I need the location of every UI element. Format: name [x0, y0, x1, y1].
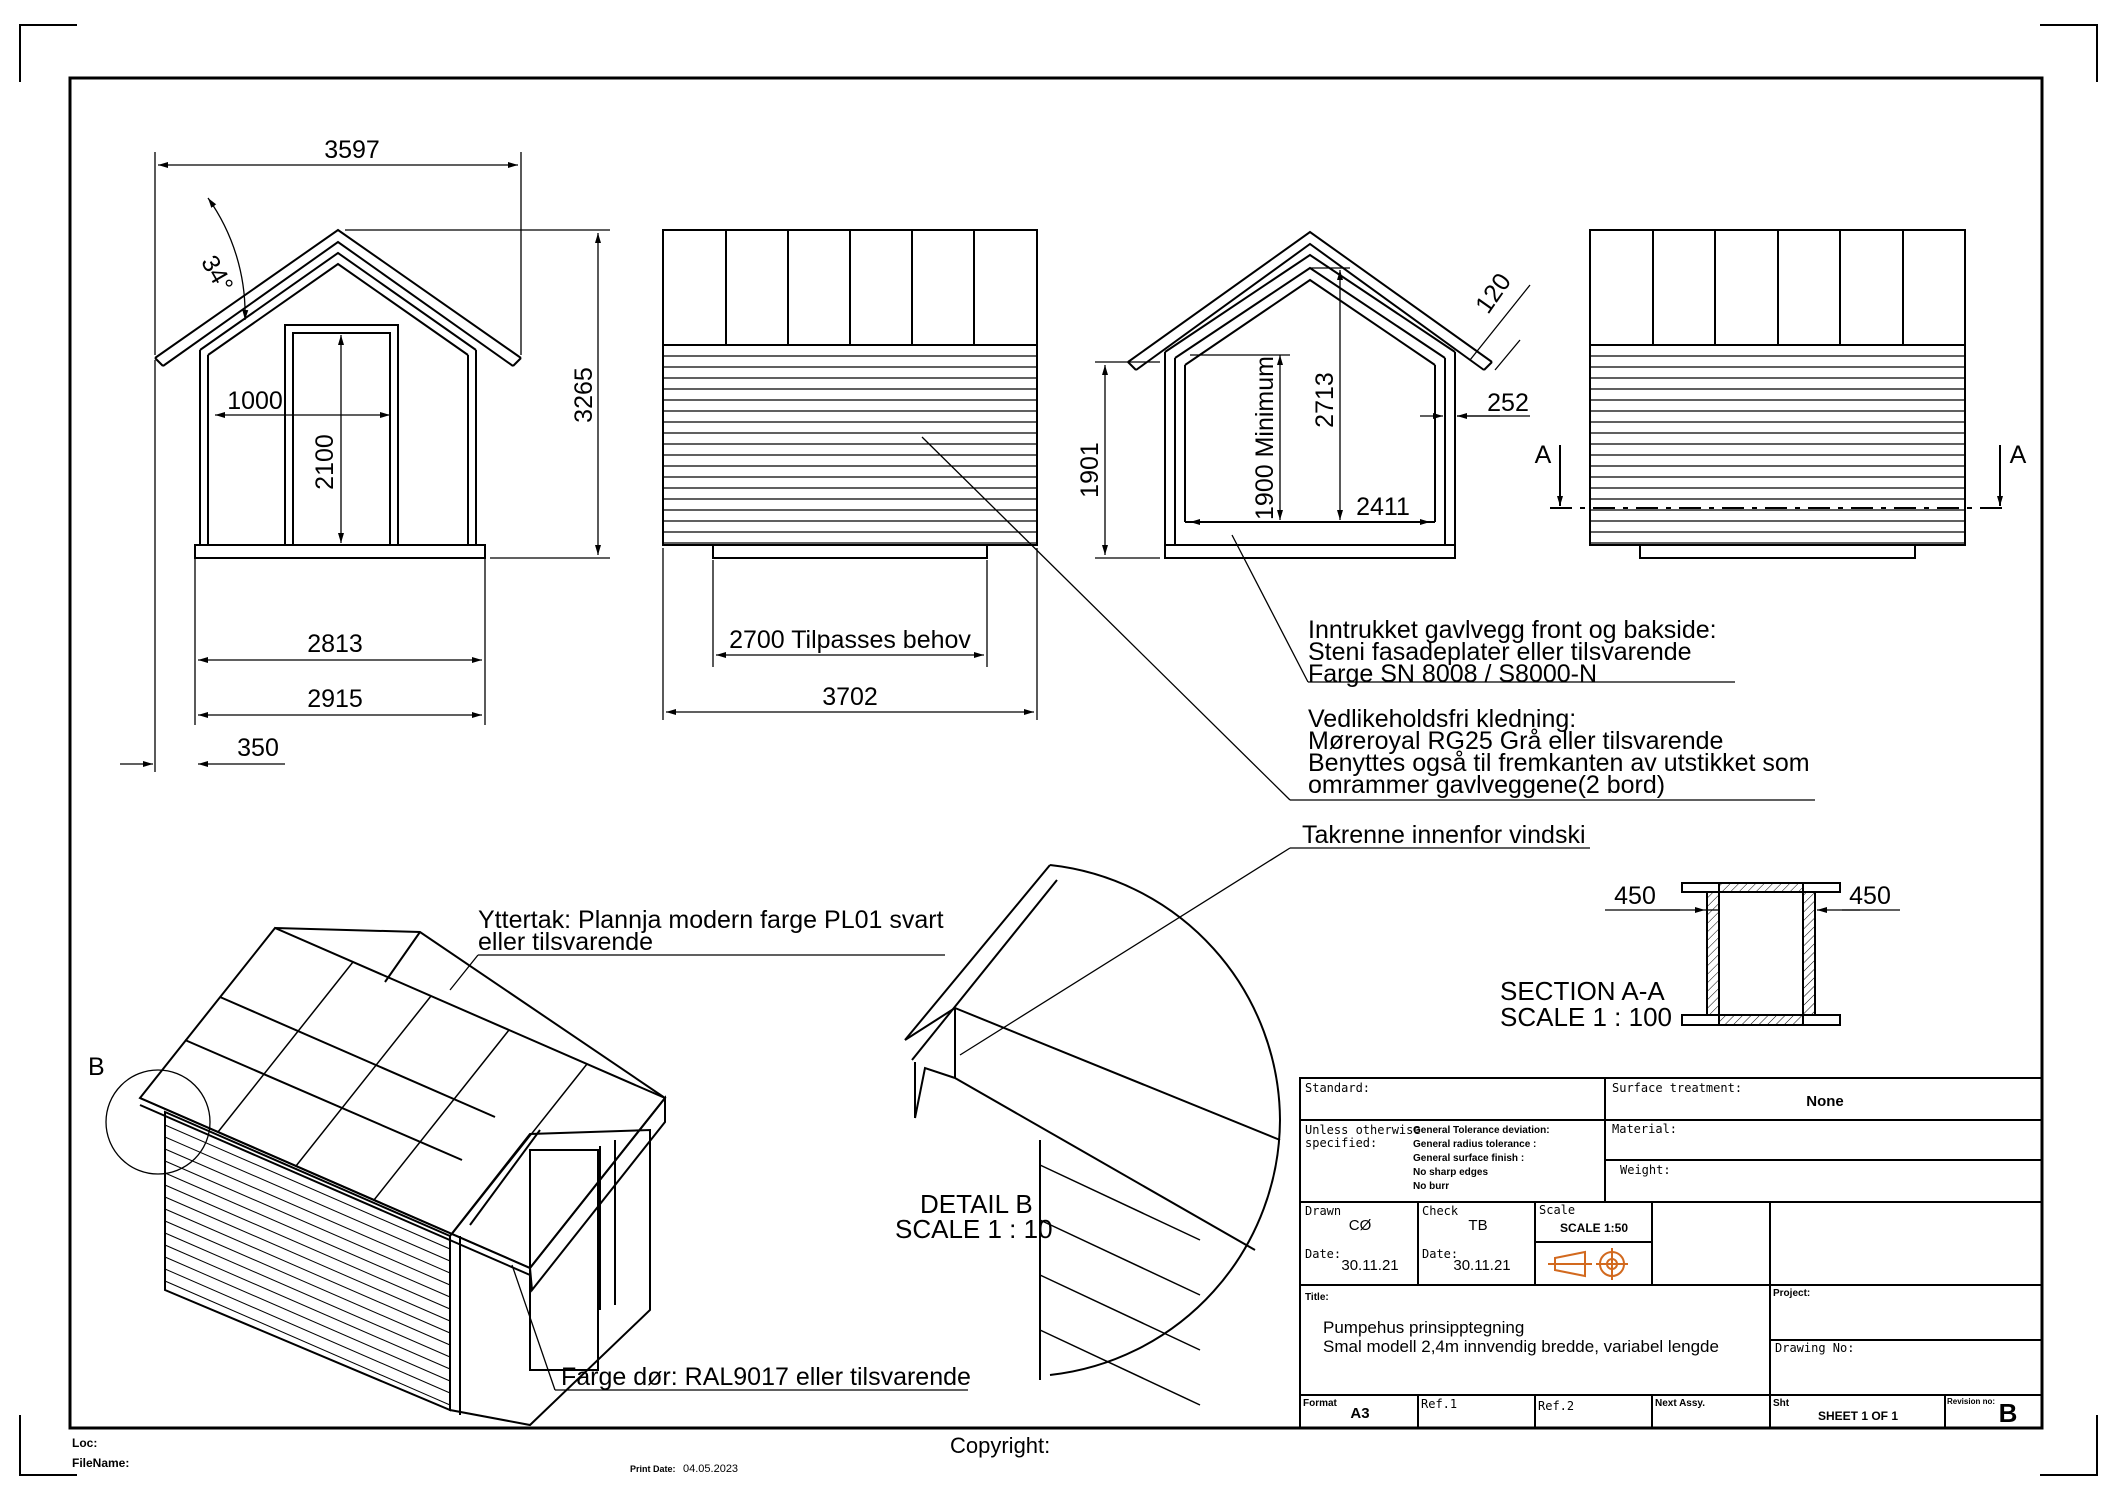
cut-label-right: A [2009, 441, 2027, 469]
dim-3265: 3265 [570, 367, 598, 423]
side-siding [663, 356, 1037, 543]
siding-board-line [165, 1221, 450, 1345]
tb-surface-label: Surface treatment: [1612, 1081, 1743, 1095]
siding-board-line [165, 1137, 450, 1261]
detail-b-marker: B [88, 1053, 105, 1081]
tb-revision-label: Revision no: [1947, 1397, 1996, 1406]
siding-board-line [165, 1173, 450, 1297]
tb-scale-value: SCALE 1:50 [1559, 1221, 1629, 1235]
tb-title-line-2: Smal modell 2,4m innvendig bredde, variabel lengde [1323, 1337, 1719, 1356]
siding-board-line [1040, 1330, 1200, 1405]
note-cladding-line-2: Møreroyal RG25 Grå eller tilsvarende [1308, 727, 1724, 755]
detail-siding [1040, 1165, 1200, 1405]
footer-filename-label: FileName: [72, 1456, 130, 1470]
tb-unless-line-1: Unless otherwise [1305, 1123, 1421, 1137]
tb-title-label: Title: [1305, 1292, 1329, 1303]
tb-ref2-label: Ref.2 [1538, 1399, 1575, 1413]
dim-350: 350 [237, 734, 279, 762]
dim-door-height: 2100 [311, 434, 339, 490]
tb-drawn-value: CØ [1348, 1217, 1372, 1234]
note-cladding-line-3: Benyttes også til fremkanten av utstikket som [1308, 749, 1810, 777]
tb-sht-label: Sht [1773, 1398, 1790, 1409]
cut-label-left: A [1534, 441, 1552, 469]
dim-120: 120 [1470, 268, 1517, 319]
siding-board-line [1040, 1275, 1200, 1350]
tb-tolerance-1: General Tolerance deviation: [1413, 1125, 1550, 1136]
note-roof-line-1: Yttertak: Plannja modern farge PL01 svart [478, 906, 944, 934]
footer-print-date-label: Print Date: [630, 1464, 676, 1474]
section-aa-scale: SCALE 1 : 100 [1500, 1002, 1672, 1032]
tb-surface-value: None [1806, 1093, 1844, 1110]
section-aa-title: SECTION A-A [1500, 976, 1665, 1006]
tb-title-line-1: Pumpehus prinsipptegning [1323, 1318, 1525, 1337]
note-gable-wall [1308, 616, 1717, 688]
dim-2813: 2813 [307, 630, 363, 658]
siding-board-line [165, 1197, 450, 1321]
siding-board-line [165, 1209, 450, 1333]
dim-3597: 3597 [324, 136, 380, 164]
tb-tolerance-4: No sharp edges [1413, 1167, 1489, 1178]
siding-board-line [1040, 1220, 1200, 1295]
note-door: Farge dør: RAL9017 eller tilsvarende [561, 1363, 971, 1391]
note-cladding-line-1: Vedlikeholdsfri kledning: [1308, 705, 1577, 733]
tb-drawing-no-label: Drawing No: [1775, 1341, 1855, 1355]
rear-siding [1590, 356, 1965, 543]
tb-tolerance-5: No burr [1413, 1181, 1450, 1192]
dim-252: 252 [1487, 389, 1529, 417]
dim-2700: 2700 Tilpasses behov [729, 626, 971, 654]
dim-1901: 1901 [1076, 442, 1104, 498]
note-gutter: Takrenne innenfor vindski [1302, 821, 1586, 849]
iso-siding [165, 1125, 450, 1405]
tb-date-label-1: Date: [1305, 1247, 1342, 1261]
tb-date-label-2: Date: [1422, 1247, 1459, 1261]
siding-board-line [165, 1185, 450, 1309]
dim-angle: 34° [195, 250, 239, 298]
note-gable-line-2: Steni fasadeplater eller tilsvarende [1308, 638, 1692, 666]
tb-scale-label: Scale [1539, 1203, 1576, 1217]
siding-board-line [165, 1161, 450, 1285]
siding-board-line [1040, 1165, 1200, 1240]
tb-date-value-2: 30.11.21 [1453, 1257, 1511, 1274]
detail-b-drawing [905, 865, 1285, 1380]
footer-loc-label: Loc: [72, 1436, 98, 1450]
footer-print-date-value: 04.05.2023 [683, 1463, 739, 1475]
dim-2411: 2411 [1356, 493, 1410, 521]
tb-unless-line-2: specified: [1305, 1136, 1378, 1150]
section-aa-drawing [1682, 883, 1840, 1025]
tb-format-value: A3 [1350, 1405, 1370, 1422]
dim-3702: 3702 [822, 683, 878, 711]
front-view-dimensions [120, 152, 610, 772]
note-roof-line-2: eller tilsvarende [478, 928, 654, 956]
iso-roof-seams [218, 962, 587, 1234]
dim-2915: 2915 [307, 685, 363, 713]
dim-1900-min: 1900 Minimum [1251, 356, 1279, 520]
siding-board-line [165, 1257, 450, 1381]
tb-format-label: Format [1303, 1398, 1337, 1409]
tb-standard-label: Standard: [1305, 1081, 1371, 1095]
dim-2713: 2713 [1311, 372, 1339, 428]
note-gable-line-3: Farge SN 8008 / S8000-N [1308, 660, 1598, 688]
side-view [663, 230, 1037, 558]
tb-drawn-label: Drawn [1305, 1204, 1342, 1218]
tb-material-label: Material: [1612, 1122, 1678, 1136]
tb-sheet-value: SHEET 1 OF 1 [1817, 1409, 1899, 1423]
tb-check-value: TB [1468, 1217, 1488, 1234]
tb-tolerance-2: General radius tolerance : [1413, 1139, 1537, 1150]
tb-date-value-1: 30.11.21 [1341, 1257, 1399, 1274]
tb-project-label: Project: [1773, 1288, 1811, 1299]
tb-weight-label: Weight: [1620, 1163, 1671, 1177]
tb-tolerance-3: General surface finish : [1413, 1153, 1525, 1164]
siding-board-line [165, 1125, 450, 1249]
siding-board-line [165, 1269, 450, 1393]
dim-door-width: 1000 [227, 387, 283, 415]
footer-copyright: Copyright: [950, 1433, 1051, 1458]
note-gable-line-1: Inntrukket gavlvegg front og bakside: [1308, 616, 1717, 644]
detail-b-title: DETAIL B [920, 1189, 1033, 1219]
tb-next-assy-label: Next Assy. [1655, 1398, 1706, 1409]
detail-b-scale: SCALE 1 : 10 [895, 1214, 1053, 1244]
note-cladding [1308, 705, 1810, 799]
isometric-view [140, 928, 665, 1425]
note-cladding-line-4: omrammer gavlveggene(2 bord) [1308, 771, 1666, 799]
siding-board-line [165, 1281, 450, 1405]
section-view [1128, 232, 1492, 558]
dim-450-left: 450 [1614, 882, 1656, 910]
siding-board-line [165, 1149, 450, 1273]
tb-ref1-label: Ref.1 [1421, 1397, 1458, 1411]
tb-check-label: Check [1422, 1204, 1459, 1218]
dim-450-right: 450 [1849, 882, 1891, 910]
projection-symbol [1548, 1248, 1628, 1280]
siding-board-line [165, 1233, 450, 1357]
tb-revision-value: B [1998, 1398, 2018, 1428]
